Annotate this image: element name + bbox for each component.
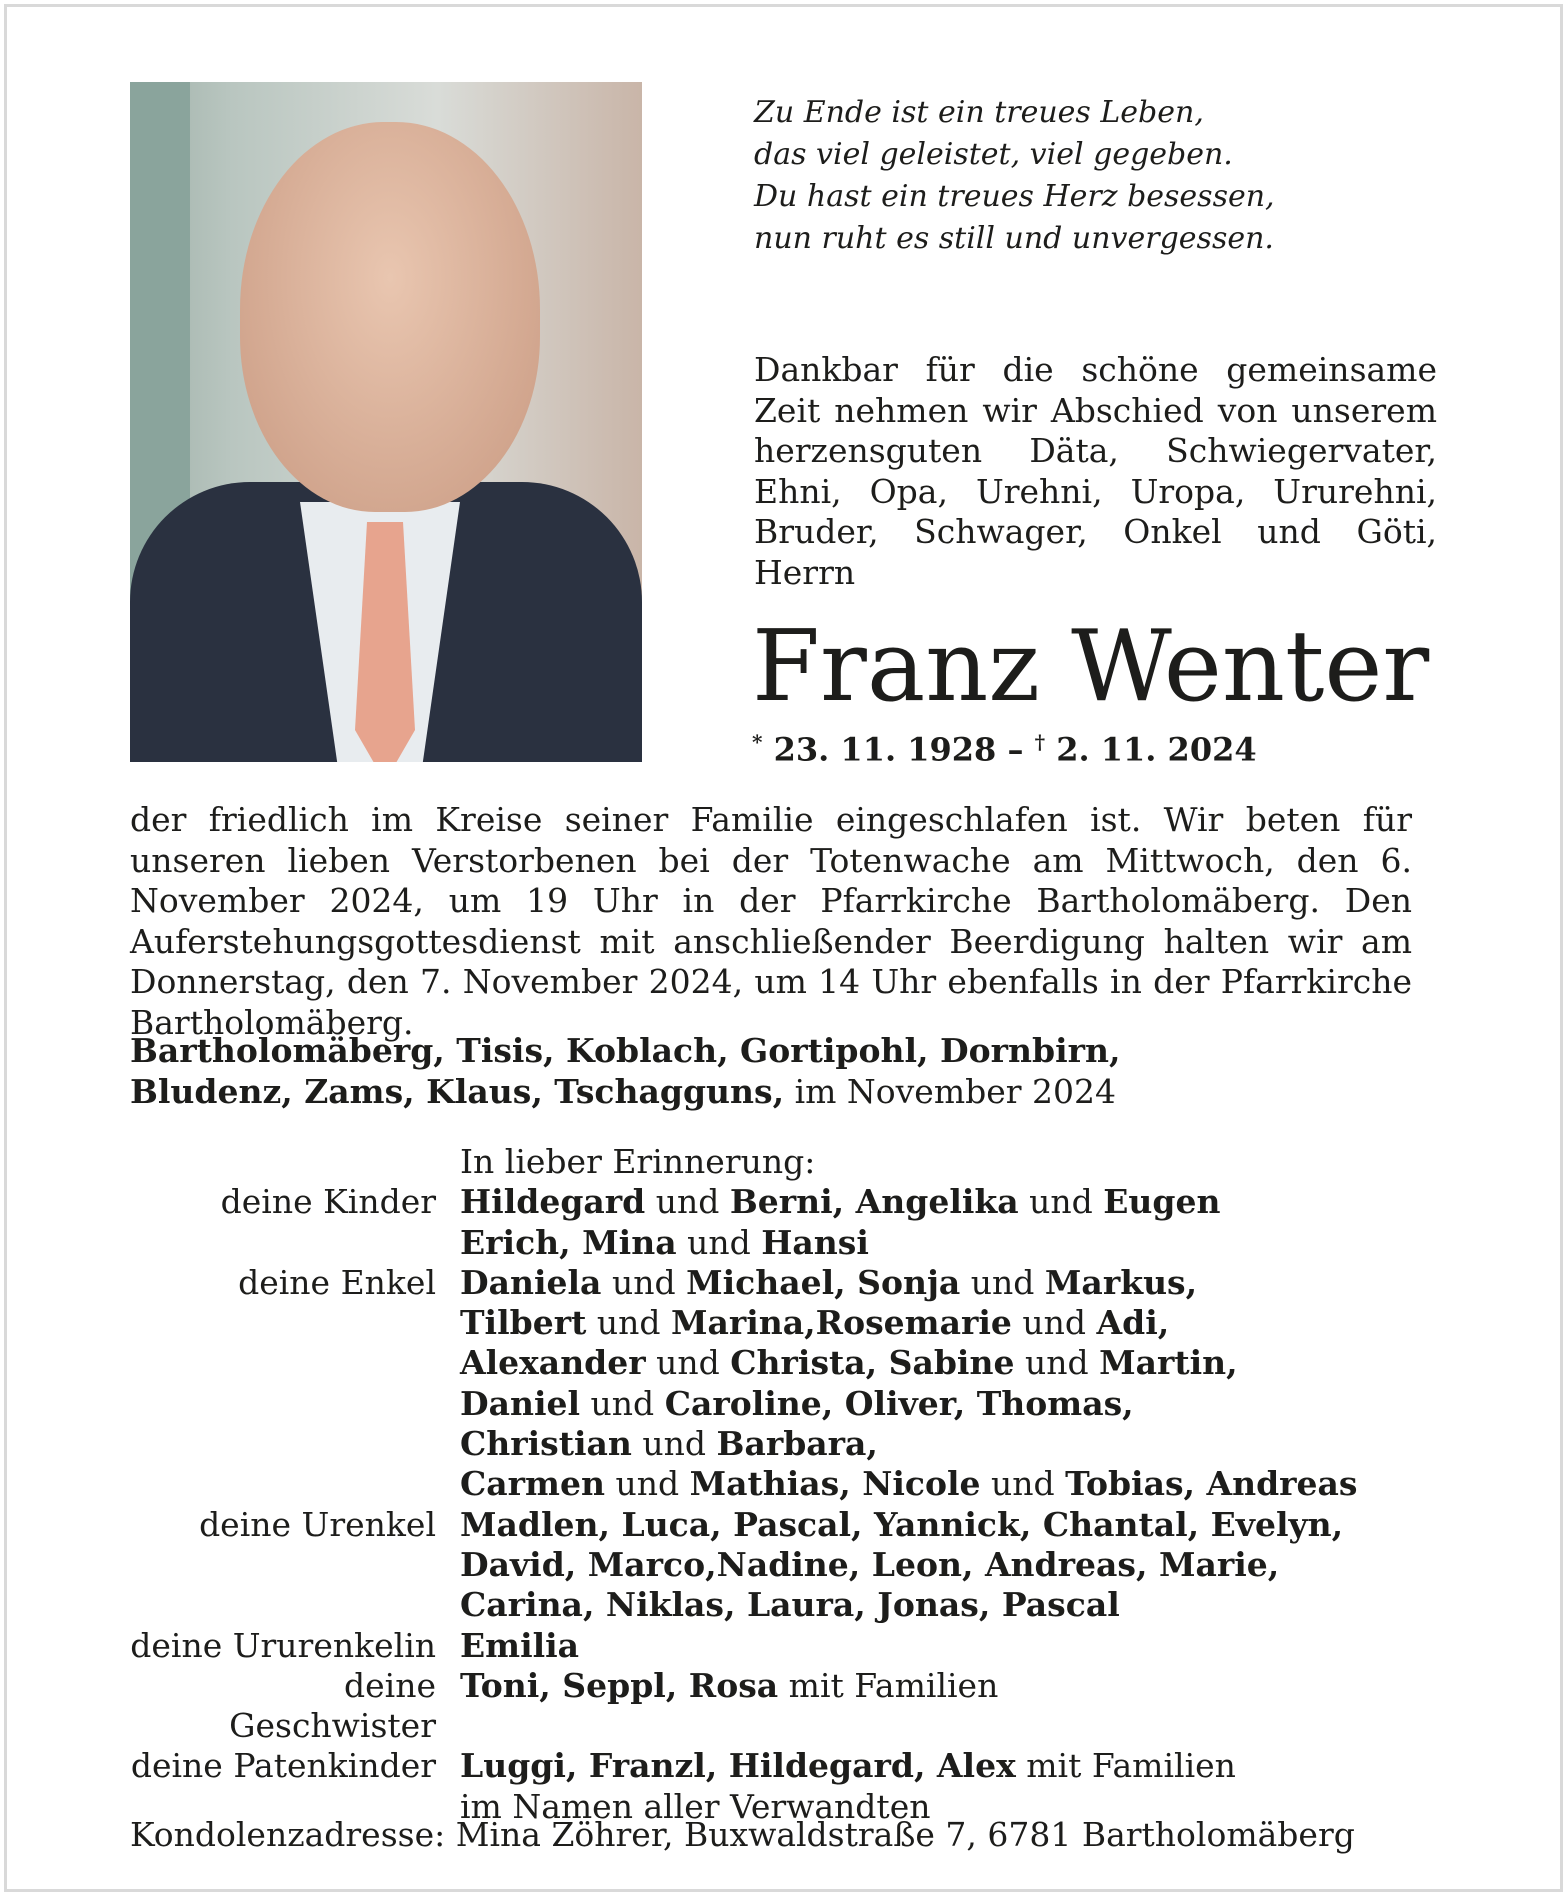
- family-list: [130, 1142, 1358, 1827]
- family-name: Christa, Sabine: [730, 1343, 1015, 1383]
- family-label: [130, 1303, 460, 1343]
- connector-text: und: [1018, 1182, 1104, 1222]
- family-name: Barbara,: [716, 1424, 878, 1464]
- family-names: [460, 1263, 1197, 1303]
- connector-text: und: [580, 1383, 665, 1423]
- connector-text: und: [586, 1303, 671, 1343]
- connector-text: und: [604, 1464, 690, 1504]
- connector-text: im Namen aller Verwandten: [460, 1786, 931, 1826]
- family-name: Daniela: [460, 1262, 602, 1302]
- family-label: deine Kinder: [220, 1182, 436, 1222]
- family-name: Emilia: [460, 1625, 580, 1665]
- family-row: [130, 1142, 1358, 1182]
- connector-text: und: [1011, 1303, 1097, 1343]
- connector-text: und: [676, 1222, 762, 1262]
- family-row: [130, 1464, 1358, 1504]
- family-name: Daniel: [460, 1383, 581, 1423]
- family-name: Madlen, Luca, Pascal, Yannick, Chantal, Evelyn,: [460, 1504, 1344, 1544]
- family-names: [460, 1223, 869, 1263]
- family-name: Alexander: [460, 1343, 646, 1383]
- portrait-photo: [130, 82, 642, 762]
- poem: [754, 92, 1275, 260]
- family-name: Mathias, Nicole: [689, 1464, 981, 1504]
- family-name: Hansi: [761, 1222, 869, 1262]
- family-name: Luggi, Franzl, Hildegard, Alex: [460, 1746, 1016, 1786]
- family-label: [130, 1545, 460, 1585]
- condolence-address: Kondolenzadresse: Mina Zöhrer, Buxwaldstraße 7, 6781 Bartholomäberg: [130, 1815, 1355, 1854]
- family-name: Toni, Seppl, Rosa: [460, 1665, 779, 1705]
- family-names: [460, 1182, 1221, 1222]
- connector-text: In lieber Erinnerung:: [460, 1142, 816, 1181]
- connector-text: und: [631, 1424, 717, 1464]
- family-label: deine Urenkel: [199, 1504, 436, 1544]
- family-name: Markus,: [1044, 1262, 1198, 1302]
- poem-line: nun ruht es still und unvergessen.: [754, 221, 1274, 256]
- connector-text: und: [960, 1262, 1045, 1302]
- family-name: Erich, Mina: [460, 1222, 677, 1262]
- connector-text: mit Familien: [1015, 1746, 1236, 1786]
- family-row: [130, 1666, 1358, 1747]
- family-name: Adi,: [1096, 1303, 1170, 1343]
- family-row: [130, 1263, 1358, 1303]
- family-name: Carmen: [460, 1464, 605, 1504]
- connector-text: und: [1014, 1343, 1100, 1383]
- family-row: [130, 1746, 1358, 1786]
- family-names: [460, 1626, 579, 1666]
- family-label: [130, 1142, 460, 1182]
- family-name: Berni, Angelika: [729, 1182, 1019, 1222]
- deceased-name: Franz Wenter: [752, 610, 1430, 724]
- family-names: [460, 1464, 1358, 1504]
- poem-line: Du hast ein treues Herz besessen,: [754, 179, 1275, 214]
- family-names: [460, 1343, 1238, 1383]
- family-label: [130, 1223, 460, 1263]
- family-names: [460, 1505, 1343, 1545]
- date-separator: –: [996, 730, 1035, 769]
- family-name: Martin,: [1099, 1343, 1238, 1383]
- life-dates: [752, 730, 1257, 769]
- connector-text: und: [601, 1262, 687, 1302]
- family-name: David, Marco,Nadine, Leon, Andreas, Marie,: [460, 1544, 1280, 1584]
- birth-symbol: *: [752, 730, 763, 754]
- family-row: [130, 1343, 1358, 1383]
- poem-line: Zu Ende ist ein treues Leben,: [754, 95, 1204, 130]
- family-row: [130, 1182, 1358, 1222]
- family-name: Eugen: [1103, 1182, 1221, 1222]
- family-row: [130, 1303, 1358, 1343]
- intro-text: Dankbar für die schöne gemeinsame Zeit nehmen wir Abschied von unserem herzensguten Däta, Schwiegervater, Ehni, Opa, Urehni, Uropa, Ururehni, Bruder, Schwager, Onkel und Göti, Herrn: [754, 350, 1437, 592]
- family-name: Tilbert: [460, 1303, 587, 1343]
- family-name: Michael, Sonja: [686, 1262, 961, 1302]
- connector-text: und: [645, 1182, 730, 1222]
- family-label: [130, 1384, 460, 1424]
- connector-text: mit Familien: [778, 1665, 999, 1705]
- family-names: [460, 1545, 1279, 1585]
- family-label: [130, 1464, 460, 1504]
- places-line: Bludenz, Zams, Klaus, Tschagguns,: [130, 1072, 785, 1111]
- family-row: [130, 1384, 1358, 1424]
- death-date: 2. 11. 2024: [1056, 730, 1257, 769]
- family-label: [130, 1343, 460, 1383]
- family-names: [460, 1303, 1169, 1343]
- family-names: [460, 1424, 878, 1464]
- family-name: Hildegard: [460, 1182, 646, 1222]
- family-label: deine Ururenkelin: [130, 1625, 436, 1665]
- poem-line: das viel geleistet, viel gegeben.: [754, 137, 1233, 172]
- family-name: Tobias, Andreas: [1065, 1464, 1358, 1504]
- death-symbol: †: [1034, 730, 1046, 754]
- family-names: [460, 1585, 1120, 1625]
- family-label: [130, 1424, 460, 1464]
- family-label: deine Enkel: [238, 1262, 436, 1302]
- birth-date: 23. 11. 1928: [773, 730, 997, 769]
- family-row: [130, 1424, 1358, 1464]
- connector-text: und: [645, 1343, 731, 1383]
- family-label: [130, 1585, 460, 1625]
- family-row: [130, 1505, 1358, 1545]
- family-names: [460, 1142, 815, 1182]
- family-name: Carina, Niklas, Laura, Jonas, Pascal: [460, 1585, 1120, 1625]
- connector-text: und: [980, 1464, 1066, 1504]
- family-label: deine Patenkinder: [130, 1746, 436, 1786]
- family-name: Christian: [460, 1424, 632, 1464]
- ceremony-text: der friedlich im Kreise seiner Familie eingeschlafen ist. Wir beten für unseren lieben Verstorbenen bei der Totenwache am Mittwoch, den 6. November 2024, um 19 Uhr in der Pfarrkirche Bartholomäberg. Den Auferstehungsgottesdienst mit anschließender Beerdigung halten wir am Donnerstag, den 7. November 2024, um 14 Uhr ebenfalls in der Pfarrkirche Bartholomäberg.: [130, 800, 1412, 1042]
- family-name: Marina,Rosemarie: [670, 1303, 1012, 1343]
- family-row: [130, 1545, 1358, 1585]
- family-row: [130, 1223, 1358, 1263]
- places: [130, 1030, 1120, 1112]
- family-row: [130, 1626, 1358, 1666]
- places-line: Bartholomäberg, Tisis, Koblach, Gortipohl, Dornbirn,: [130, 1031, 1121, 1070]
- family-names: [460, 1384, 1134, 1424]
- family-name: Caroline, Oliver, Thomas,: [664, 1383, 1134, 1423]
- family-names: [460, 1746, 1236, 1786]
- family-row: [130, 1585, 1358, 1625]
- family-label: deine Geschwister: [229, 1665, 436, 1746]
- date-month: im November 2024: [784, 1072, 1117, 1111]
- family-names: [460, 1666, 998, 1747]
